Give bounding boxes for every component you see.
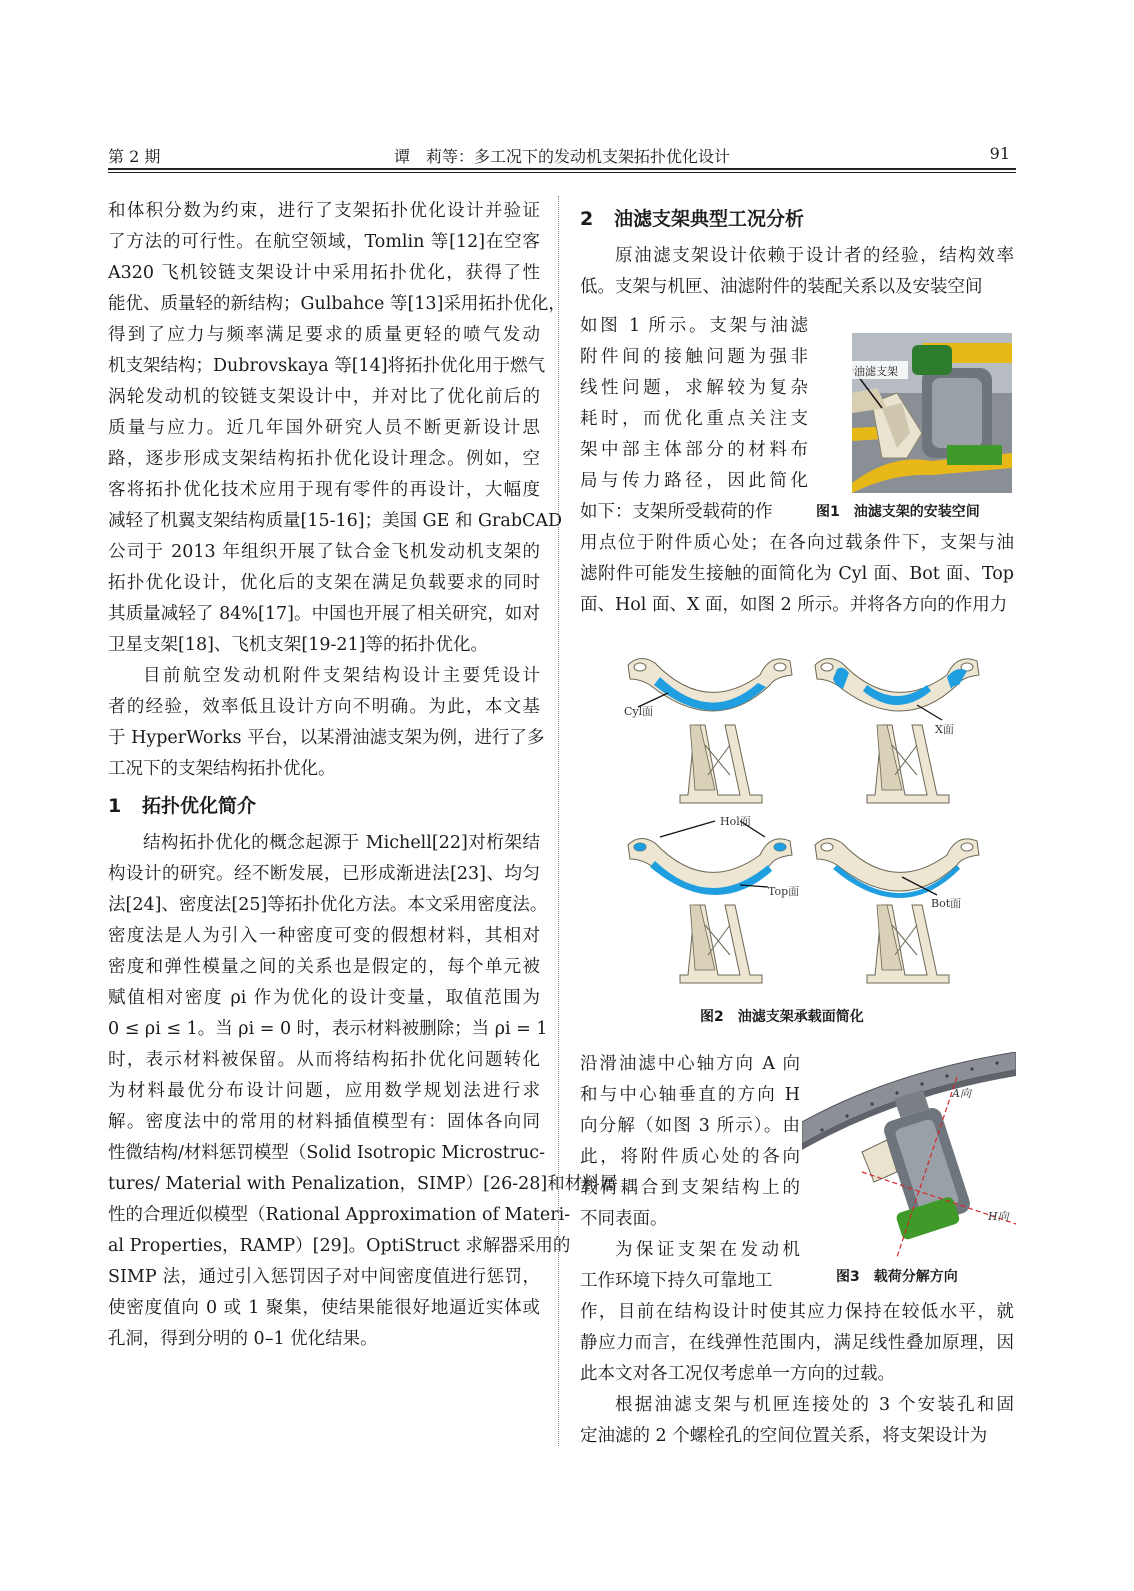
left-paragraph-1 <box>108 196 566 661</box>
fig2-bot-label: Bot面 <box>931 897 962 910</box>
text-line: 拓扑优化设计，优化后的支架在满足负载要求的同时 <box>108 573 540 593</box>
section-1-title: 拓扑优化简介 <box>142 795 257 817</box>
figure-2-image <box>615 645 985 1000</box>
text-line: A320 飞机铰链支架设计中采用拓扑优化，获得了性 <box>108 263 540 283</box>
section-2-title: 油滤支架典型工况分析 <box>614 208 805 230</box>
text-line: 和体积分数为约束，进行了支架拓扑优化设计并验证 <box>108 201 540 221</box>
right-paragraph-2-wrap <box>580 1049 800 1235</box>
text-line: 机支架结构；Dubrovskaya 等[14]将拓扑优化用于燃气 <box>108 356 546 376</box>
text-line: 载荷耦合到支架结构上的 <box>580 1178 800 1198</box>
fig3-h-label: H向 <box>988 1210 1009 1223</box>
header-rule-thick <box>108 168 1016 170</box>
text-line: al Properties，RAMP）[29]。OptiStruct 求解器采用的 <box>108 1236 571 1256</box>
column-divider <box>558 196 559 1446</box>
left-paragraph-3 <box>108 828 618 1355</box>
section-1-number: 1 <box>108 795 122 817</box>
text-line: 沿滑油滤中心轴方向 A 向 <box>580 1054 800 1074</box>
right-paragraph-3-wrap <box>580 1235 800 1297</box>
text-line: 性微结构/材料惩罚模型（Solid Isotropic Microstruc- <box>108 1143 545 1163</box>
text-line: 法[24]、密度法[25]等拓扑优化方法。本文采用密度法。 <box>108 895 548 915</box>
text-line: 局与传力路径，因此简化 <box>580 471 808 491</box>
figure-3-caption: 图3 载荷分解方向 <box>836 1269 958 1285</box>
text-line: 质量与应力。近几年国外研究人员不断更新设计思 <box>108 418 540 438</box>
text-line: 密度法是人为引入一种密度可变的假想材料，其相对 <box>108 926 540 946</box>
text-line: 为保证支架在发动机 <box>615 1240 800 1260</box>
text-line: 耗时，而优化重点关注支 <box>580 409 808 429</box>
text-line: 密度和弹性模量之间的关系也是假定的，每个单元被 <box>108 957 540 977</box>
right-top-block <box>580 196 1014 303</box>
section-1-heading <box>108 791 540 822</box>
text-line: 时，表示材料被保留。从而将结构拓扑优化问题转化 <box>108 1050 540 1070</box>
text-line: 孔洞，得到分明的 0–1 优化结果。 <box>108 1329 378 1349</box>
text-line: 能优、质量轻的新结构；Gulbahce 等[13]采用拓扑优化， <box>108 294 566 314</box>
text-line: 定油滤的 2 个螺栓孔的空间位置关系，将支架设计为 <box>580 1426 988 1446</box>
text-line: 卫星支架[18]、飞机支架[19-21]等的拓扑优化。 <box>108 635 489 655</box>
text-line: 其质量减轻了 84%[17]。中国也开展了相关研究，如对 <box>108 604 540 624</box>
text-line: 为材料最优分布设计问题，应用数学规划法进行求 <box>108 1081 540 1101</box>
text-line: 低。支架与机匣、油滤附件的装配关系以及安装空间 <box>580 277 983 297</box>
text-line: 此，将附件质心处的各向 <box>580 1147 800 1167</box>
text-line: 用点位于附件质心处；在各向过载条件下，支架与油 <box>580 533 1014 553</box>
right-paragraph-3-after <box>580 1297 1014 1390</box>
figure-2-caption: 图2 油滤支架承载面简化 <box>700 1009 864 1025</box>
text-line: 减轻了机翼支架结构质量[15-16]；美国 GE 和 GrabCAD <box>108 511 563 531</box>
figure-2 <box>615 645 985 1000</box>
text-line: 和与中心轴垂直的方向 H <box>580 1085 800 1105</box>
header-rule-thin <box>108 172 1016 173</box>
text-line: 0 ≤ ρi ≤ 1。当 ρi = 0 时，表示材料被删除；当 ρi = 1 <box>108 1019 548 1039</box>
text-line: 原油滤支架设计依赖于设计者的经验，结构效率 <box>615 246 1014 266</box>
text-line: 性的合理近似模型（Rational Approximation of Materi- <box>108 1205 571 1225</box>
right-paragraph-1-after <box>580 528 1014 621</box>
fig2-top-label: Top面 <box>768 885 800 898</box>
text-line: 结构拓扑优化的概念起源于 Michell[22]对桁架结 <box>143 833 540 853</box>
text-line: 不同表面。 <box>580 1209 668 1229</box>
text-line: 路，逐步形成支架结构拓扑优化设计理念。例如，空 <box>108 449 540 469</box>
figure-1-label: 油滤支架 <box>854 365 898 378</box>
text-line: 此本文对各工况仅考虑单一方向的过载。 <box>580 1364 895 1384</box>
text-line: 使密度值向 0 或 1 聚集，使结果能很好地逼近实体或 <box>108 1298 540 1318</box>
text-line: 了方法的可行性。在航空领域，Tomlin 等[12]在空客 <box>108 232 540 252</box>
text-line: 工作环境下持久可靠地工 <box>580 1271 773 1291</box>
fig2-x-label: X面 <box>935 723 954 736</box>
text-line: 涡轮发动机的铰链支架设计中，并对比了优化前后的 <box>108 387 540 407</box>
text-line: 者的经验，效率低且设计方向不明确。为此，本文基 <box>108 697 540 717</box>
text-line: 解。密度法中的常用的材料插值模型有：固体各向同 <box>108 1112 540 1132</box>
section-2-heading <box>580 204 1014 235</box>
text-line: 面、Hol 面、X 面，如图 2 所示。并将各方向的作用力 <box>580 595 1008 615</box>
text-line: 如图 1 所示。支架与油滤 <box>580 316 808 336</box>
text-line: 目前航空发动机附件支架结构设计主要凭设计 <box>143 666 540 686</box>
text-line: 根据油滤支架与机匣连接处的 3 个安装孔和固 <box>615 1395 1014 1415</box>
figure-1-caption: 图1 油滤支架的安装空间 <box>816 504 980 520</box>
fig2-cyl-label: Cyl面 <box>624 705 654 718</box>
text-line: 于 HyperWorks 平台，以某滑油滤支架为例，进行了多 <box>108 728 545 748</box>
text-line: 滤附件可能发生接触的面简化为 Cyl 面、Bot 面、Top <box>580 564 1014 584</box>
text-line: 线性问题，求解较为复杂 <box>580 378 808 398</box>
text-line: 工况下的支架结构拓扑优化。 <box>108 759 336 779</box>
section-2-number: 2 <box>580 208 594 230</box>
left-column <box>108 196 618 1355</box>
right-paragraph-4 <box>580 1390 1014 1452</box>
page-number: 91 <box>989 144 1010 163</box>
issue-number: 第 2 期 <box>108 147 161 166</box>
text-line: 向分解（如图 3 所示）。由 <box>580 1116 800 1136</box>
text-line: SIMP 法，通过引入惩罚因子对中间密度值进行惩罚， <box>108 1267 540 1287</box>
text-line: 作，目前在结构设计时使其应力保持在较低水平，就 <box>580 1302 1014 1322</box>
right-paragraph-1-full <box>580 241 1014 303</box>
left-paragraph-2 <box>108 661 545 785</box>
figure-1-image <box>852 333 1012 493</box>
text-line: 客将拓扑优化技术应用于现有零件的再设计，大幅度 <box>108 480 540 500</box>
text-line: tures/ Material with Penalization，SIMP）[26-28]和材料属 <box>108 1174 618 1194</box>
fig3-a-label: A向 <box>952 1087 971 1100</box>
running-title: 谭 莉等：多工况下的发动机支架拓扑优化设计 <box>393 147 730 166</box>
figure-3-image <box>802 1052 1016 1264</box>
text-line: 如下：支架所受载荷的作 <box>580 502 773 522</box>
text-line: 架中部主体部分的材料布 <box>580 440 808 460</box>
right-paragraph-1-wrap <box>580 311 808 528</box>
text-line: 附件间的接触问题为强非 <box>580 347 808 367</box>
text-line: 公司于 2013 年组织开展了钛合金飞机发动机支架的 <box>108 542 540 562</box>
text-line: 静应力而言，在线弹性范围内，满足线性叠加原理，因 <box>580 1333 1014 1353</box>
figure-1 <box>852 333 1012 493</box>
text-line: 赋值相对密度 ρi 作为优化的设计变量，取值范围为 <box>108 988 540 1008</box>
text-line: 得到了应力与频率满足要求的质量更轻的喷气发动 <box>108 325 540 345</box>
fig2-hol-label: Hol面 <box>720 815 751 828</box>
text-line: 构设计的研究。经不断发展，已形成渐进法[23]、均匀 <box>108 864 540 884</box>
figure-3 <box>802 1052 1016 1264</box>
running-header <box>108 142 1016 166</box>
